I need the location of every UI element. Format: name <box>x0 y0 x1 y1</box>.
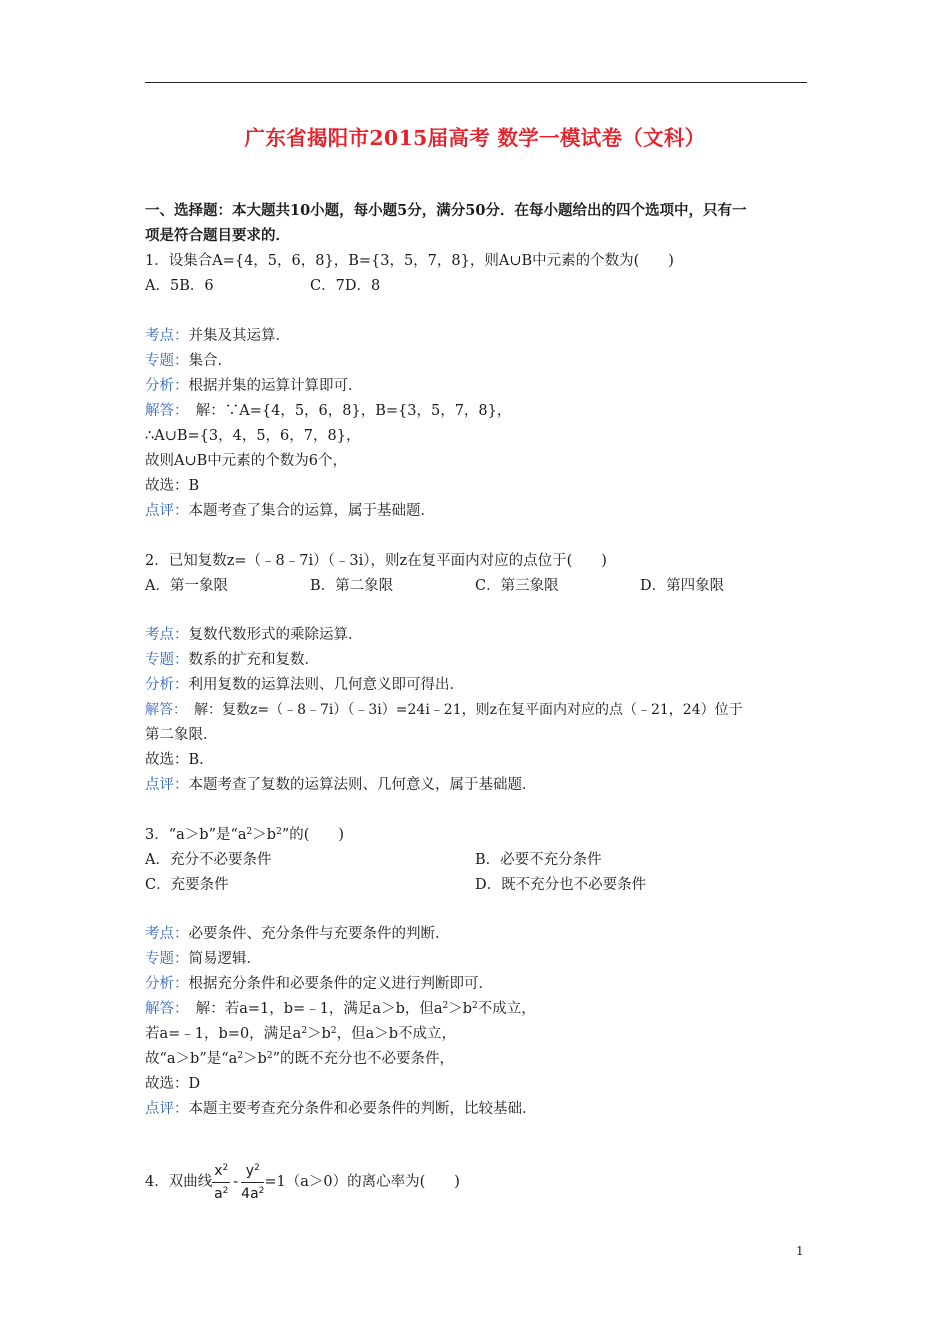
q3-s3-part3: ”的既不充分也不必要条件， <box>272 1051 454 1067</box>
zhuanti-label: 专题： <box>145 652 189 668</box>
q2-solution-line2: 第二象限． <box>145 727 218 743</box>
var-x: x <box>214 1162 223 1179</box>
q3-stem-part1: 3．“a＞b”是“a <box>145 827 247 843</box>
q3-kaodian-text: 必要条件、充分条件与充要条件的判断． <box>188 926 450 942</box>
jieda-label: 解答： <box>145 1001 182 1017</box>
q3-exponent: 2 <box>330 1026 337 1036</box>
dianping-label: 点评： <box>145 777 189 793</box>
q3-jieda-part3: 不成立， <box>477 1001 536 1017</box>
q3-solution-line3 <box>145 1049 454 1069</box>
kaodian-label: 考点： <box>145 926 189 942</box>
q3-s2-part2: ＞b <box>307 1026 331 1042</box>
dianping-label: 点评： <box>145 1101 189 1117</box>
q2-fenxi-text: 利用复数的运算法则、几何意义即可得出． <box>188 677 464 693</box>
q2-dianping <box>145 775 537 795</box>
exponent: 2 <box>222 1185 229 1196</box>
q3-dianping <box>145 1099 537 1119</box>
header-rule <box>145 82 807 83</box>
q1-dianping <box>145 501 435 521</box>
jieda-label: 解答： <box>145 702 180 718</box>
var-y: y <box>245 1162 255 1179</box>
fraction-denominator <box>212 1183 230 1205</box>
q3-fenxi <box>145 974 493 994</box>
q2-stem: 2．已知复数z=（﹣8﹣7i）（﹣3i），则z在复平面内对应的点位于( ) <box>145 553 607 569</box>
q3-zhuanti-text: 简易逻辑． <box>188 951 261 967</box>
q2-option-d: D．第四象限 <box>640 578 725 594</box>
q2-zhuanti <box>145 650 319 670</box>
q2-option-a: A．第一象限 <box>145 578 228 594</box>
q3-exponent: 2 <box>472 1001 478 1011</box>
fraction-x2-a2 <box>212 1160 230 1205</box>
q3-option-b: B．必要不充分条件 <box>475 852 602 868</box>
zhuanti-label: 专题： <box>145 951 189 967</box>
q1-option-cd: C．7D．8 <box>310 278 381 294</box>
q3-jieda-part1: 解：若a=1，b=﹣1，满足a＞b，但a <box>181 1001 443 1017</box>
section-heading-line2: 项是符合题目要求的． <box>145 227 290 244</box>
q1-dianping-text: 本题考查了集合的运算，属于基础题． <box>188 503 435 519</box>
q1-stem: 1．设集合A={4，5，6，8}，B={3，5，7，8}，则A∪B中元素的个数为( ) <box>145 253 674 269</box>
q3-option-c: C．充要条件 <box>145 877 229 893</box>
q3-exponent: 2 <box>276 827 282 837</box>
q3-dianping-text: 本题主要考查充分条件和必要条件的判断，比较基础． <box>188 1101 537 1117</box>
fraction-numerator <box>241 1160 264 1183</box>
q3-s2-part1: 若a=﹣1，b=0，满足a <box>145 1026 302 1042</box>
q1-jieda <box>145 401 511 421</box>
q3-jieda <box>145 999 536 1019</box>
q1-option-ab: A．5B．6 <box>145 278 214 294</box>
q2-kaodian <box>145 625 363 645</box>
kaodian-label: 考点： <box>145 328 189 344</box>
q1-fenxi-text: 根据并集的运算计算即可． <box>188 378 363 394</box>
q3-exponent: 2 <box>266 1051 273 1061</box>
q1-kaodian-text: 并集及其运算． <box>188 328 290 344</box>
q4-prefix: 4．双曲线 <box>145 1174 213 1190</box>
var-a: a <box>214 1185 223 1202</box>
q1-fenxi <box>145 376 363 396</box>
q1-kaodian <box>145 326 290 346</box>
fenxi-label: 分析： <box>145 677 189 693</box>
q3-stem-part3: ”的( ) <box>281 827 345 843</box>
exponent: 2 <box>254 1162 260 1173</box>
q3-s3-part2: ＞b <box>243 1051 267 1067</box>
q3-stem-part2: ＞b <box>252 827 277 843</box>
q1-zhuanti-text: 集合． <box>188 353 232 369</box>
fenxi-label: 分析： <box>145 976 189 992</box>
q3-exponent: 2 <box>246 827 253 837</box>
q2-jieda <box>145 700 743 720</box>
q3-exponent: 2 <box>301 1026 308 1036</box>
q2-dianping-text: 本题考查了复数的运算法则、几何意义，属于基础题． <box>188 777 537 793</box>
q2-fenxi <box>145 675 464 695</box>
jieda-label: 解答： <box>145 403 182 419</box>
q2-answer: 故选：B． <box>145 752 214 768</box>
q4-stem <box>145 1154 460 1210</box>
fraction-y2-4a2 <box>241 1160 264 1205</box>
q2-option-c: C．第三象限 <box>475 578 559 594</box>
q1-zhuanti <box>145 351 232 371</box>
q2-kaodian-text: 复数代数形式的乘除运算． <box>188 627 363 643</box>
q3-solution-line2 <box>145 1024 456 1044</box>
section-heading-line1: 一、选择题：本大题共10小题，每小题5分，满分50分．在每小题给出的四个选项中，只有一 <box>145 202 747 219</box>
zhuanti-label: 专题： <box>145 353 189 369</box>
fenxi-label: 分析： <box>145 378 189 394</box>
q1-answer: 故选：B <box>145 478 200 494</box>
q3-option-d: D．既不充分也不必要条件 <box>475 877 647 893</box>
q3-fenxi-text: 根据充分条件和必要条件的定义进行判断即可． <box>188 976 493 992</box>
q2-jieda-text: 解：复数z=（﹣8﹣7i）（﹣3i）=24i﹣21，则z在复平面内对应的点（﹣21，24）位于 <box>180 702 743 718</box>
exponent: 2 <box>222 1162 229 1173</box>
q1-solution-line2: ∴A∪B={3，4，5，6，7，8}， <box>145 428 361 444</box>
q3-kaodian <box>145 924 450 944</box>
document-title: 广东省揭阳市2015届高考 数学一模试卷（文科） <box>244 126 706 150</box>
dianping-label: 点评： <box>145 503 189 519</box>
q3-s3-part1: 故“a＞b”是“a <box>145 1051 238 1067</box>
q1-solution-line3: 故则A∪B中元素的个数为6个， <box>145 453 348 469</box>
q3-option-a: A．充分不必要条件 <box>145 852 272 868</box>
q1-jieda-text: 解：∵A={4，5，6，8}，B={3，5，7，8}， <box>181 403 512 419</box>
fraction-denominator <box>241 1183 264 1205</box>
q3-stem <box>145 825 344 845</box>
fraction-numerator <box>212 1160 230 1183</box>
q3-exponent: 2 <box>442 1001 449 1011</box>
q3-zhuanti <box>145 949 261 969</box>
minus-sign: - <box>233 1174 239 1190</box>
q3-s2-part3: ，但a＞b不成立， <box>336 1026 457 1042</box>
q2-zhuanti-text: 数系的扩充和复数． <box>188 652 319 668</box>
page-number: 1 <box>796 1244 804 1258</box>
exponent: 2 <box>258 1185 265 1196</box>
q3-jieda-part2: ＞b <box>448 1001 473 1017</box>
var-4a: 4a <box>241 1185 259 1202</box>
q3-answer: 故选：D <box>145 1076 201 1092</box>
q4-suffix: =1（a＞0）的离心率为( ) <box>264 1174 460 1190</box>
q3-exponent: 2 <box>237 1051 244 1061</box>
q2-option-b: B．第二象限 <box>310 578 394 594</box>
kaodian-label: 考点： <box>145 627 189 643</box>
